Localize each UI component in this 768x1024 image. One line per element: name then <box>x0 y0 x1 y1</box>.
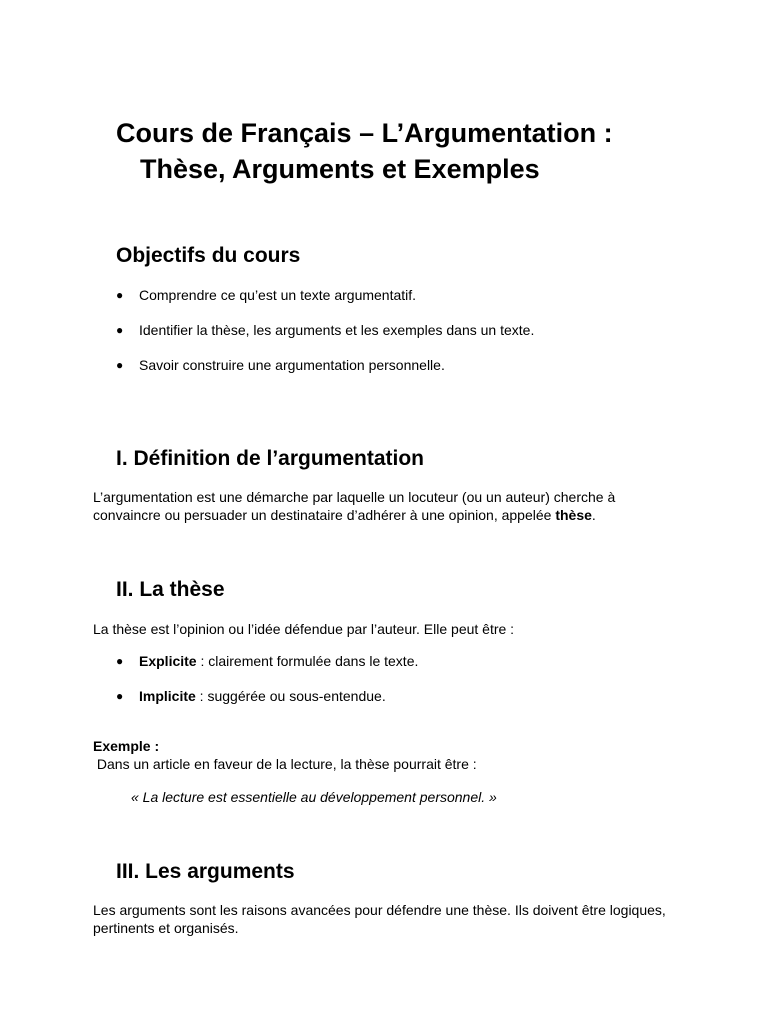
exemple-quote: « La lecture est essentielle au développement personnel. » <box>131 789 497 805</box>
list-item-text: : clairement formulée dans le texte. <box>196 653 419 669</box>
list-item-bold: Explicite <box>139 653 197 669</box>
list-item-text: Identifier la thèse, les arguments et les exemples dans un texte. <box>139 322 535 338</box>
exemple-label: Exemple : <box>93 738 160 754</box>
heading-definition: I. Définition de l’argumentation <box>116 447 425 470</box>
definition-line-1: L’argumentation est une démarche par laquelle un locuteur (ou un auteur) cherche à <box>93 489 616 505</box>
list-item <box>116 653 418 669</box>
bullet-icon: ● <box>116 654 124 668</box>
these-list <box>116 653 418 704</box>
list-item-text: : suggérée ou sous-entendue. <box>195 688 386 704</box>
bullet-icon: ● <box>116 288 124 302</box>
list-item <box>116 357 534 373</box>
document-title <box>116 115 716 187</box>
heading-arguments: III. Les arguments <box>116 860 295 883</box>
exemple-paragraph <box>93 737 683 773</box>
definition-line-2: convaincre ou persuader un destinataire d’adhérer à une opinion, appelée <box>93 507 556 523</box>
definition-bold-term: thèse <box>555 507 592 523</box>
definition-paragraph <box>93 488 683 524</box>
heading-objectifs: Objectifs du cours <box>116 244 301 267</box>
title-line-1: Cours de Français – L’Argumentation : <box>116 118 613 148</box>
heading-these: II. La thèse <box>116 578 225 601</box>
title-line-2: Thèse, Arguments et Exemples <box>140 154 540 184</box>
list-item <box>116 688 418 704</box>
bullet-icon: ● <box>116 323 124 337</box>
arguments-line-1: Les arguments sont les raisons avancées pour défendre une thèse. Ils doivent être logiques, <box>93 902 666 918</box>
these-intro: La thèse est l’opinion ou l’idée défendue par l’auteur. Elle peut être : <box>93 621 515 637</box>
exemple-text: Dans un article en faveur de la lecture, la thèse pourrait être : <box>93 756 477 772</box>
bullet-icon: ● <box>116 358 124 372</box>
definition-line-2-end: . <box>591 507 596 523</box>
list-item-text: Comprendre ce qu’est un texte argumentatif. <box>139 287 417 303</box>
arguments-line-2: pertinents et organisés. <box>93 920 239 936</box>
objectifs-list <box>116 287 534 373</box>
bullet-icon: ● <box>116 689 124 703</box>
list-item-bold: Implicite <box>139 688 196 704</box>
arguments-paragraph <box>93 901 683 937</box>
list-item <box>116 322 534 338</box>
list-item <box>116 287 534 303</box>
list-item-text: Savoir construire une argumentation personnelle. <box>139 357 445 373</box>
